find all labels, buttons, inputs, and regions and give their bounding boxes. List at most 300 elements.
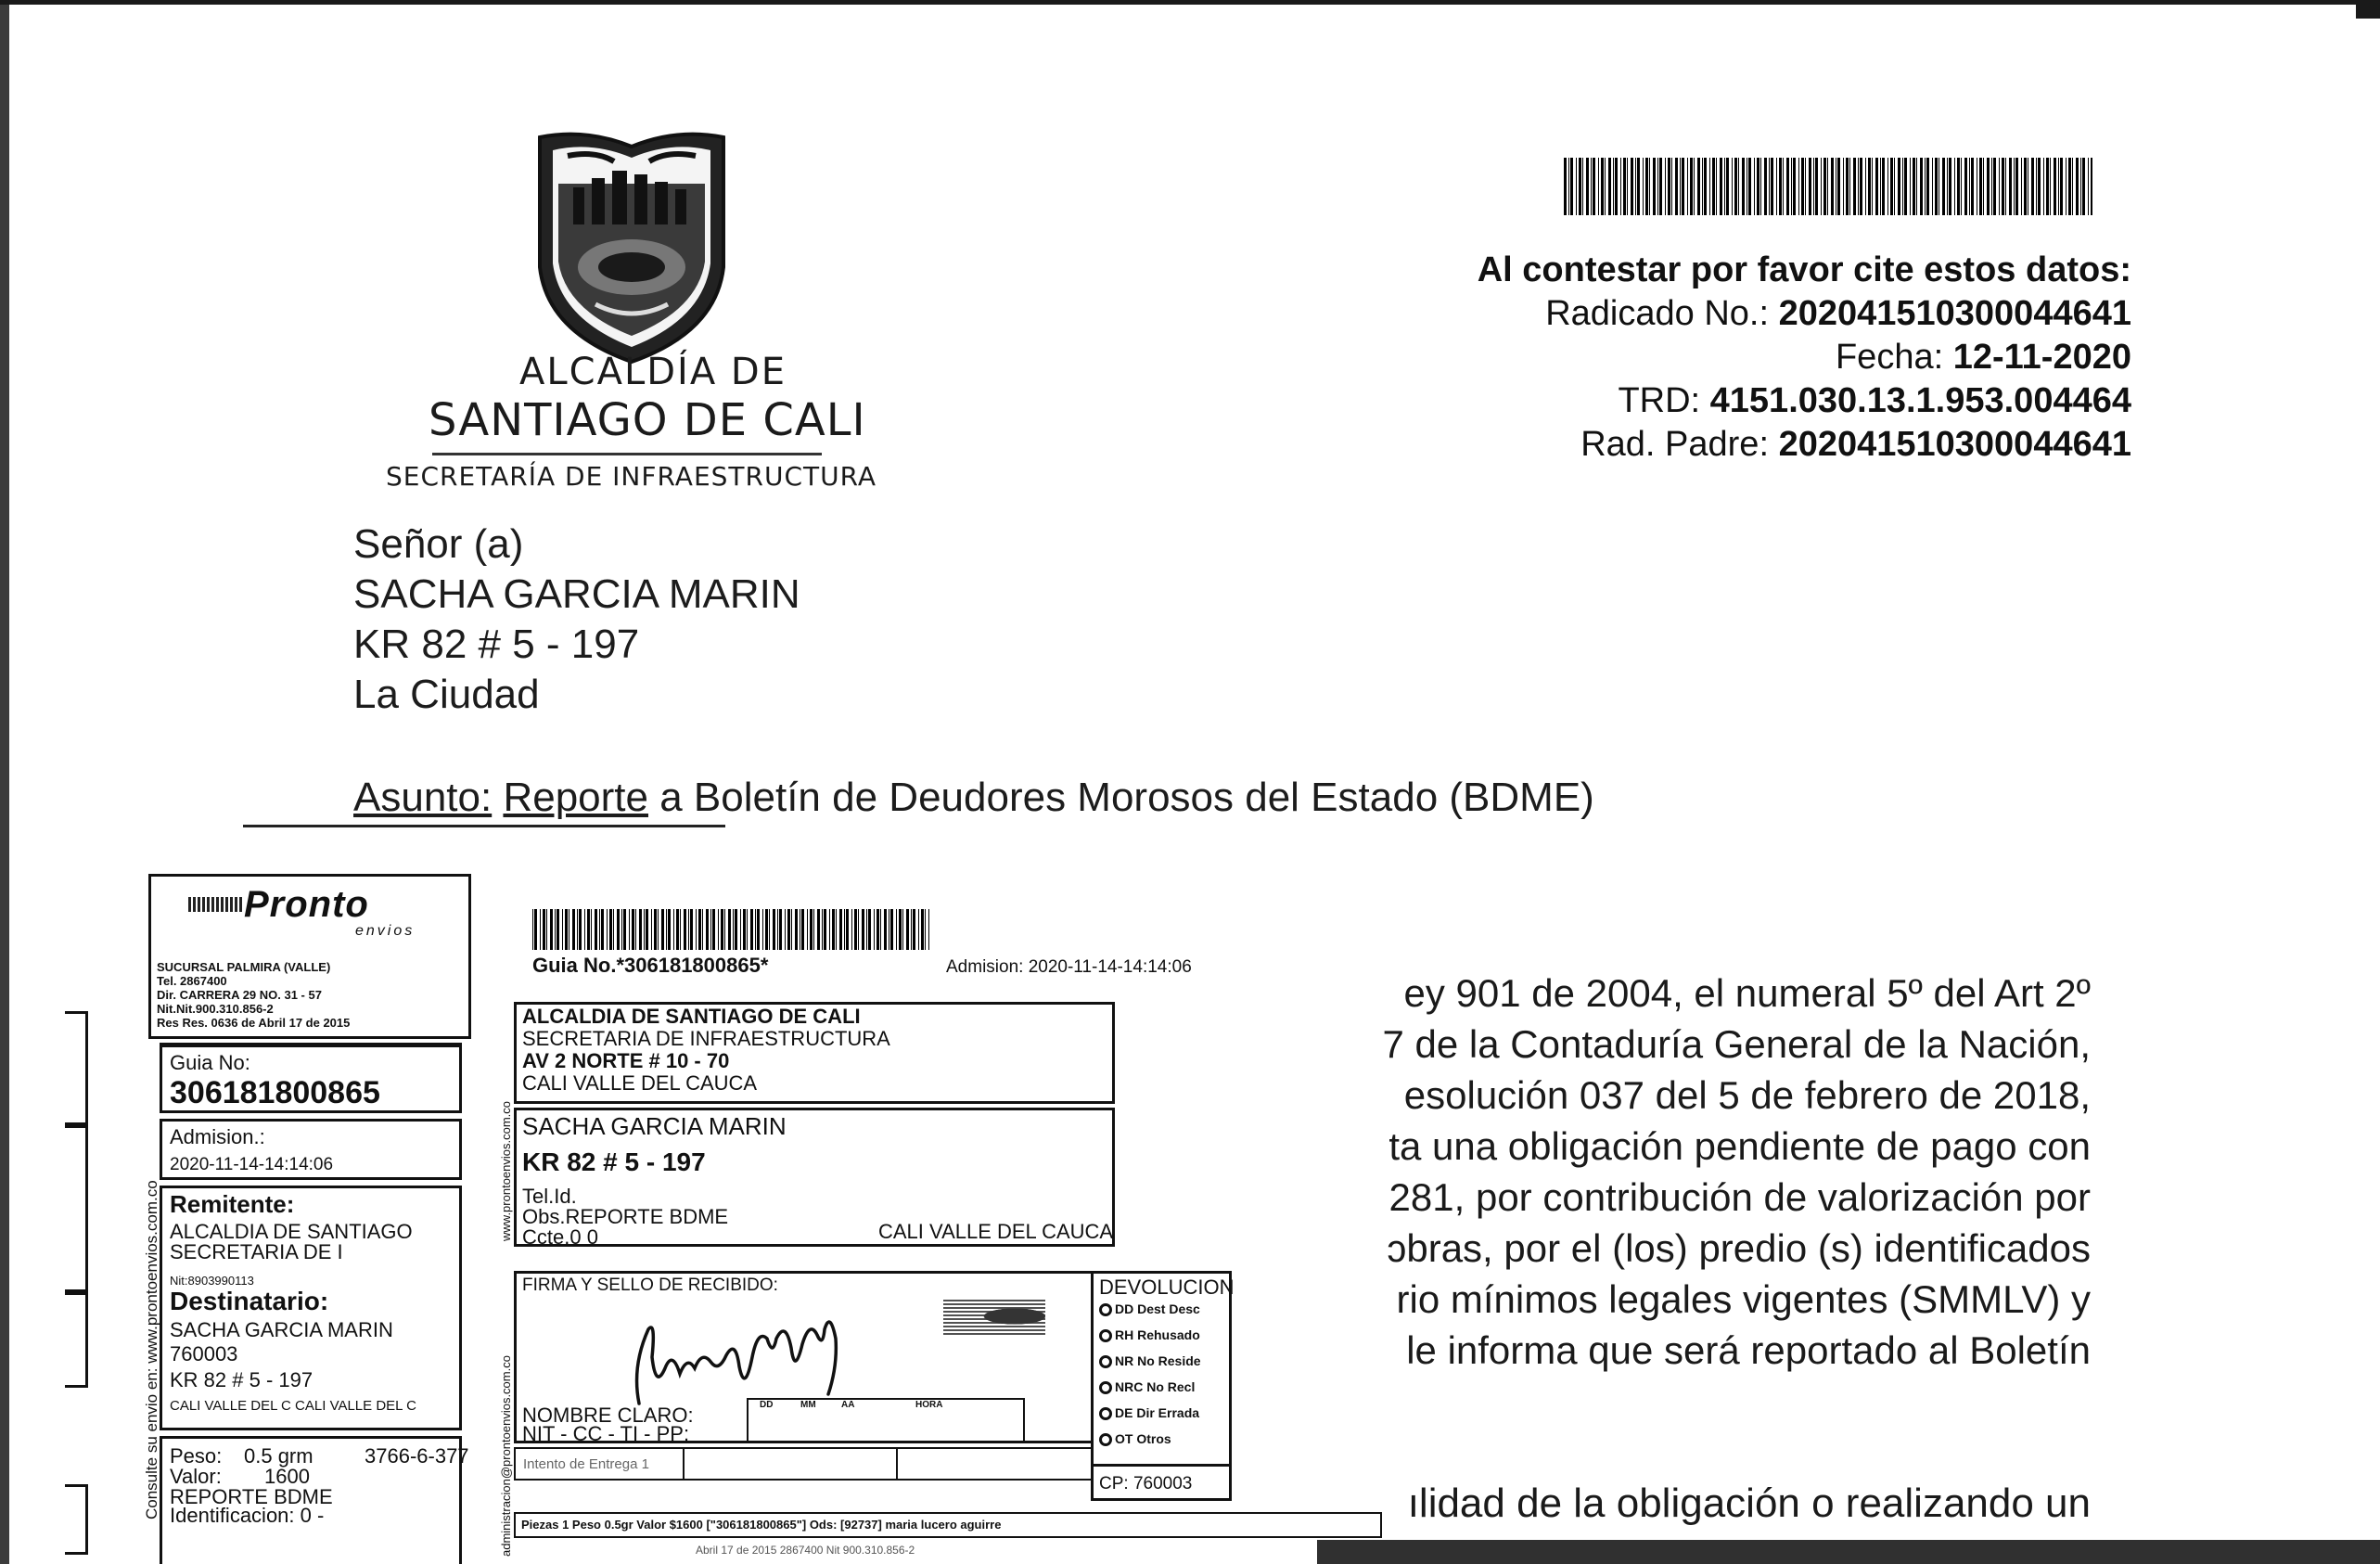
destinatario-line: 760003 (170, 1342, 238, 1365)
barcode-bar (680, 909, 681, 950)
barcode-bar (690, 909, 693, 950)
barcode-bar (688, 909, 689, 950)
barcode-bar (1935, 158, 1938, 215)
barcode-bar (899, 909, 902, 950)
institution-rule (432, 453, 822, 455)
barcode-bar (2091, 158, 2092, 215)
barcode-bar (747, 909, 748, 950)
barcode-bar (557, 909, 559, 950)
barcode-bar (1653, 158, 1656, 215)
admision-header: Admision: 2020-11-14-14:14:06 (946, 957, 1192, 977)
barcode-bar (765, 909, 768, 950)
barcode-bar (623, 909, 626, 950)
department-name: SECRETARÍA DE INFRAESTRUCTURA (386, 461, 877, 492)
margin-bracket (65, 1484, 88, 1555)
barcode-bar (1757, 158, 1759, 215)
intento-divider (683, 1449, 685, 1479)
barcode-bar (928, 909, 929, 950)
date-aa: AA (841, 1400, 855, 1410)
side-text-email: administracion@prontoenvios.com.co (499, 1355, 513, 1557)
brand-sub: envios (355, 923, 416, 939)
barcode-bar (1726, 158, 1729, 215)
barcode-bar (710, 909, 711, 950)
barcode-bar (740, 909, 741, 950)
barcode-bar (1932, 158, 1933, 215)
radio-circle-icon (1099, 1355, 1112, 1368)
devolucion-option[interactable]: RH Rehusado (1099, 1327, 1200, 1342)
barcode-bar (1643, 158, 1644, 215)
recipient-name: SACHA GARCIA MARIN (522, 1112, 787, 1140)
radio-circle-icon (1099, 1303, 1112, 1316)
barcode-bar (706, 909, 709, 950)
subject-underlined: Reporte (503, 775, 648, 820)
barcode-bar (621, 909, 622, 950)
valor-value: 1600 (264, 1465, 310, 1488)
fecha-label: Fecha: (1835, 338, 1944, 377)
barcode-bar (1716, 158, 1717, 215)
barcode-bar (735, 909, 737, 950)
barcode-bar (565, 909, 568, 950)
barcode-bar (1748, 158, 1751, 215)
barcode-bar (2066, 158, 2067, 215)
barcode-bar (1890, 158, 1893, 215)
barcode-bar (2076, 158, 2079, 215)
barcode-bar (1754, 158, 1755, 215)
barcode-bar (1942, 158, 1945, 215)
barcode-bar (810, 909, 813, 950)
barcode-bar (1910, 158, 1911, 215)
barcode-bar (1872, 158, 1873, 215)
barcode-bar (1760, 158, 1761, 215)
branch-line: Res Res. 0636 de Abril 17 de 2015 (157, 1016, 351, 1030)
subject-line (353, 775, 1594, 821)
barcode-bar (1815, 158, 1818, 215)
addressee-city: La Ciudad (353, 672, 540, 717)
barcode-bar (787, 909, 790, 950)
subject-label: Asunto: (353, 775, 493, 820)
barcode-bar (877, 909, 879, 950)
branch-line: Nit.Nit.900.310.856-2 (157, 1002, 274, 1016)
barcode-bar (1791, 158, 1792, 215)
guia-box (160, 1045, 462, 1113)
ink-stamp (943, 1298, 1045, 1335)
barcode-bar (1568, 158, 1569, 215)
barcode-bar (1742, 158, 1745, 215)
coat-of-arms-logo (531, 128, 733, 367)
barcode-bar (609, 909, 612, 950)
sender-line: AV 2 NORTE # 10 - 70 (522, 1049, 730, 1072)
barcode-bar (632, 909, 634, 950)
barcode-bar (807, 909, 808, 950)
barcode-bar (1675, 158, 1678, 215)
barcode-bar (1635, 158, 1636, 215)
barcode-bar (858, 909, 859, 950)
branch-line: SUCURSAL PALMIRA (VALLE) (157, 960, 331, 974)
barcode-bar (829, 909, 830, 950)
nit-label: NIT - CC - TI - PP: (522, 1422, 690, 1445)
courier-slip (139, 870, 1299, 1564)
barcode-bar (601, 909, 604, 950)
date-dd: DD (760, 1400, 774, 1410)
barcode-bar (651, 909, 652, 950)
margin-bracket (65, 1011, 88, 1128)
radio-circle-icon (1099, 1381, 1112, 1394)
barcode-bar (890, 909, 893, 950)
destinatario-line: KR 82 # 5 - 197 (170, 1368, 313, 1391)
barcode-bar (1902, 158, 1903, 215)
bottom-fragment: Abril 17 de 2015 2867400 Nit 900.310.856-2 (696, 1544, 915, 1557)
barcode-bar (658, 909, 659, 950)
barcode-bar (599, 909, 600, 950)
barcode-bar (2058, 158, 2059, 215)
recipient-tel: Tel.Id. (522, 1185, 577, 1208)
barcode-bar (728, 909, 731, 950)
barcode-bar (1680, 158, 1681, 215)
barcode-bar (2031, 158, 2034, 215)
cp-value: CP: 760003 (1099, 1474, 1193, 1493)
barcode-bar (1882, 158, 1885, 215)
barcode-bar (1843, 158, 1844, 215)
margin-bracket (65, 1289, 88, 1388)
scan-edge-bottom (1317, 1540, 2380, 1564)
barcode-bar (666, 909, 667, 950)
barcode-bar (1798, 158, 1799, 215)
barcode-bar (2038, 158, 2041, 215)
barcode-bar (1957, 158, 1960, 215)
barcode-bar (639, 909, 642, 950)
barcode-bar (832, 909, 835, 950)
barcode-bar (584, 909, 585, 950)
barcode-bar (555, 909, 556, 950)
devolucion-option[interactable]: OT Otros (1099, 1431, 1171, 1446)
body-line: le informa que será reportado al Boletín (1406, 1328, 2091, 1372)
body-line: 7 de la Contaduría General de la Nación, (1382, 1022, 2091, 1066)
devolucion-option[interactable]: DD Dest Desc (1099, 1301, 1200, 1316)
barcode-bar (2009, 158, 2012, 215)
footer-box (514, 1512, 1382, 1538)
barcode-bar (844, 909, 845, 950)
barcode-bar (874, 909, 875, 950)
barcode-bar (2054, 158, 2056, 215)
barcode-bar (629, 909, 630, 950)
barcode-bar (1801, 158, 1804, 215)
barcode-bar (579, 909, 582, 950)
recipient-obs: Obs.REPORTE BDME (522, 1205, 729, 1228)
handwritten-signature (628, 1301, 869, 1413)
sender-box (514, 1002, 1115, 1104)
remitente-label: Remitente: (170, 1190, 295, 1218)
barcode-bar (822, 909, 823, 950)
barcode-slip (532, 909, 929, 950)
barcode-bar (846, 909, 849, 950)
barcode-bar (1593, 158, 1595, 215)
devolucion-option[interactable]: NRC No Recl (1099, 1379, 1195, 1394)
barcode-bar (1687, 158, 1688, 215)
barcode-bar (1712, 158, 1715, 215)
rad-padre-row (1478, 423, 2131, 467)
barcode-bar (1961, 158, 1962, 215)
barcode-bar (1671, 158, 1672, 215)
admision-box (160, 1119, 462, 1180)
barcode-bar (884, 909, 887, 950)
barcode-bar (1620, 158, 1621, 215)
barcode-bar (668, 909, 671, 950)
barcode-bar (591, 909, 592, 950)
barcode-bar (1999, 158, 2000, 215)
identificacion-text: Identificacion: 0 - (170, 1504, 325, 1527)
barcode-bar (1601, 158, 1604, 215)
barcode-bar (661, 909, 664, 950)
barcode-bar (1898, 158, 1900, 215)
barcode-bar (2015, 158, 2018, 215)
barcode-bar (1615, 158, 1618, 215)
recipient-box (514, 1108, 1115, 1247)
barcode-bar (1769, 158, 1770, 215)
barcode-bar (743, 909, 746, 950)
barcode-bar (2060, 158, 2063, 215)
barcode-bar (721, 909, 723, 950)
barcode-bar (1659, 158, 1662, 215)
barcode-bar (1913, 158, 1915, 215)
barcode-bar (1954, 158, 1955, 215)
subject-rule (243, 825, 725, 827)
barcode-bar (702, 909, 703, 950)
devolucion-option[interactable]: NR No Reside (1099, 1353, 1201, 1368)
barcode-bar (795, 909, 798, 950)
barcode-bar (773, 909, 775, 950)
barcode-bar (1925, 158, 1926, 215)
body-line: rio mínimos legales vigentes (SMMLV) y (1396, 1277, 2091, 1321)
barcode-bar (2072, 158, 2073, 215)
barcode-bar (1631, 158, 1633, 215)
barcode-bar (1813, 158, 1814, 215)
barcode-bar (755, 909, 756, 950)
destinatario-line: SACHA GARCIA MARIN (170, 1318, 393, 1341)
barcode-bar (1582, 158, 1583, 215)
institution-line2: SANTIAGO DE CALI (429, 394, 866, 446)
devolucion-title: DEVOLUCION (1099, 1276, 1235, 1299)
recipient-address: KR 82 # 5 - 197 (522, 1147, 706, 1176)
barcode-bar (902, 909, 903, 950)
barcode-bar (724, 909, 725, 950)
barcode-bar (1887, 158, 1888, 215)
barcode-bar (2014, 158, 2015, 215)
guia-label: Guia No: (170, 1051, 250, 1074)
barcode-bar (1916, 158, 1917, 215)
brand-logo: Pronto (244, 884, 369, 925)
barcode-bar (769, 909, 770, 950)
brand-logo-stripes (188, 897, 244, 912)
margin-bracket (65, 1122, 88, 1295)
barcode-bar (925, 909, 926, 950)
barcode-bar (1645, 158, 1648, 215)
barcode-bar (1682, 158, 1684, 215)
barcode-bar (2046, 158, 2049, 215)
peso-box (160, 1436, 469, 1564)
barcode-bar (1823, 158, 1826, 215)
barcode-bar (562, 909, 563, 950)
date-mm: MM (800, 1400, 816, 1410)
barcode-bar (607, 909, 608, 950)
barcode-bar (896, 909, 897, 950)
barcode-bar (2068, 158, 2071, 215)
admision-value: 2020-11-14-14:14:06 (170, 1155, 334, 1174)
barcode-bar (1668, 158, 1670, 215)
guia-header: Guia No.*306181800865* (532, 954, 769, 977)
barcode-bar (757, 909, 760, 950)
side-text-consulte: Consulte su envio en: www.prontoenvios.com.co (143, 1180, 160, 1519)
barcode-bar (1926, 158, 1929, 215)
reference-code: 3766-6-377 (365, 1444, 469, 1468)
barcode-bar (595, 909, 597, 950)
barcode-bar (862, 909, 864, 950)
sender-line: ALCALDIA DE SANTIAGO DE CALI (522, 1005, 861, 1028)
barcode-bar (911, 909, 912, 950)
barcode-bar (1987, 158, 1990, 215)
barcode-bar (1875, 158, 1878, 215)
barcode-bar (1608, 158, 1611, 215)
barcode-bar (851, 909, 852, 950)
barcode-bar (1586, 158, 1589, 215)
addressee-name: SACHA GARCIA MARIN (353, 571, 800, 617)
body-last-line: ılidad de la obligación o realizando un (1407, 1481, 2091, 1526)
barcode-bar (1920, 158, 1923, 215)
radio-circle-icon (1099, 1329, 1112, 1342)
barcode-bar (1860, 158, 1862, 215)
fecha-row (1478, 336, 2131, 379)
scan-edge-top (0, 0, 2380, 5)
barcode-bar (839, 909, 842, 950)
barcode-bar (868, 909, 871, 950)
barcode-bar (779, 909, 782, 950)
barcode-bar (906, 909, 909, 950)
nombre-label: NOMBRE CLARO: (522, 1404, 694, 1427)
barcode-bar (550, 909, 553, 950)
barcode-bar (1732, 158, 1733, 215)
barcode-bar (1821, 158, 1822, 215)
barcode-bar (824, 909, 826, 950)
barcode-bar (1809, 158, 1811, 215)
salutation: Señor (a) (353, 521, 524, 567)
barcode-bar (1831, 158, 1834, 215)
barcode-bar (1576, 158, 1577, 215)
remitente-line: ALCALDIA DE SANTIAGO (170, 1220, 413, 1243)
barcode-bar (1591, 158, 1592, 215)
barcode-bar (1983, 158, 1984, 215)
recipient-ccte: Ccte.0 0 (522, 1225, 598, 1249)
barcode-bar (572, 909, 575, 950)
peso-label: Peso: (170, 1444, 223, 1468)
fecha-value: 12-11-2020 (1952, 338, 2131, 377)
barcode-bar (1702, 158, 1703, 215)
trd-label: TRD: (1618, 381, 1701, 420)
barcode-bar (2080, 158, 2081, 215)
guia-number: 306181800865 (170, 1075, 380, 1110)
barcode-bar (1771, 158, 1773, 215)
barcode-bar (1637, 158, 1640, 215)
barcode-bar (866, 909, 867, 950)
barcode-bar (1694, 158, 1695, 215)
recipient-city: CALI VALLE DEL CAUCA (878, 1220, 1114, 1243)
barcode-bar (1849, 158, 1850, 215)
date-hora: HORA (915, 1400, 943, 1410)
barcode-bar (644, 909, 645, 950)
barcode-bar (1665, 158, 1666, 215)
barcode-bar (2005, 158, 2006, 215)
branch-line: Tel. 2867400 (157, 974, 227, 988)
destinatario-label: Destinatario: (170, 1287, 329, 1315)
barcode-bar (2082, 158, 2085, 215)
citation-title: Al contestar por favor cite estos datos: (1477, 250, 2131, 289)
barcode-bar (1598, 158, 1599, 215)
barcode-bar (1720, 158, 1722, 215)
barcode-bar (1783, 158, 1784, 215)
barcode-bar (617, 909, 620, 950)
radio-circle-icon (1099, 1407, 1112, 1420)
barcode-bar (532, 909, 533, 950)
barcode-bar (854, 909, 857, 950)
body-line: ey 901 de 2004, el numeral 5º del Art 2º (1403, 971, 2091, 1015)
barcode-bar (1709, 158, 1710, 215)
reporte-text: REPORTE BDME (170, 1485, 333, 1508)
barcode-bar (1880, 158, 1881, 215)
addressee-address: KR 82 # 5 - 197 (353, 622, 640, 667)
barcode-bar (880, 909, 881, 950)
barcode-bar (1779, 158, 1782, 215)
barcode-bar (750, 909, 753, 950)
devolucion-option[interactable]: DE Dir Errada (1099, 1405, 1199, 1420)
barcode-bar (1868, 158, 1871, 215)
barcode-bar (546, 909, 547, 950)
rad-padre-label: Rad. Padre: (1580, 425, 1770, 464)
barcode-bar (791, 909, 792, 950)
barcode-bar (534, 909, 537, 950)
barcode-bar (1793, 158, 1796, 215)
barcode-bar (635, 909, 636, 950)
barcode-bar (921, 909, 924, 950)
barcode-bar (676, 909, 679, 950)
barcode-bar (2050, 158, 2051, 215)
cp-box (1091, 1464, 1232, 1501)
barcode-bar (696, 909, 697, 950)
footer-line: Piezas 1 Peso 0.5gr Valor $1600 ["306181800865"] Ods: [92737] maria lucero aguirre (521, 1518, 1002, 1532)
sender-line: SECRETARIA DE INFRAESTRUCTURA (522, 1027, 890, 1050)
remitente-line: SECRETARIA DE I (170, 1240, 343, 1263)
barcode-bar (1993, 158, 1996, 215)
barcode-bar (1894, 158, 1895, 215)
sender-line: CALI VALLE DEL CAUCA (522, 1071, 758, 1095)
body-line: ta una obligación pendiente de pago con (1388, 1124, 2091, 1168)
barcode-bar (712, 909, 715, 950)
barcode-bar (1805, 158, 1806, 215)
intento-label: Intento de Entrega 1 (523, 1456, 649, 1472)
barcode-bar (762, 909, 763, 950)
branch-box (148, 874, 471, 1039)
barcode-bar (785, 909, 786, 950)
barcode-bar (1846, 158, 1849, 215)
firma-label: FIRMA Y SELLO DE RECIBIDO: (522, 1276, 778, 1295)
barcode-bar (1964, 158, 1967, 215)
barcode-bar (817, 909, 820, 950)
barcode-bar (646, 909, 648, 950)
barcode-bar (1738, 158, 1739, 215)
barcode-bar (1734, 158, 1737, 215)
body-paragraph (1297, 968, 2091, 1376)
valor-label: Valor: (170, 1465, 222, 1488)
barcode-bar (1776, 158, 1777, 215)
peso-value: 0.5 grm (244, 1444, 313, 1468)
barcode-bar (1690, 158, 1693, 215)
